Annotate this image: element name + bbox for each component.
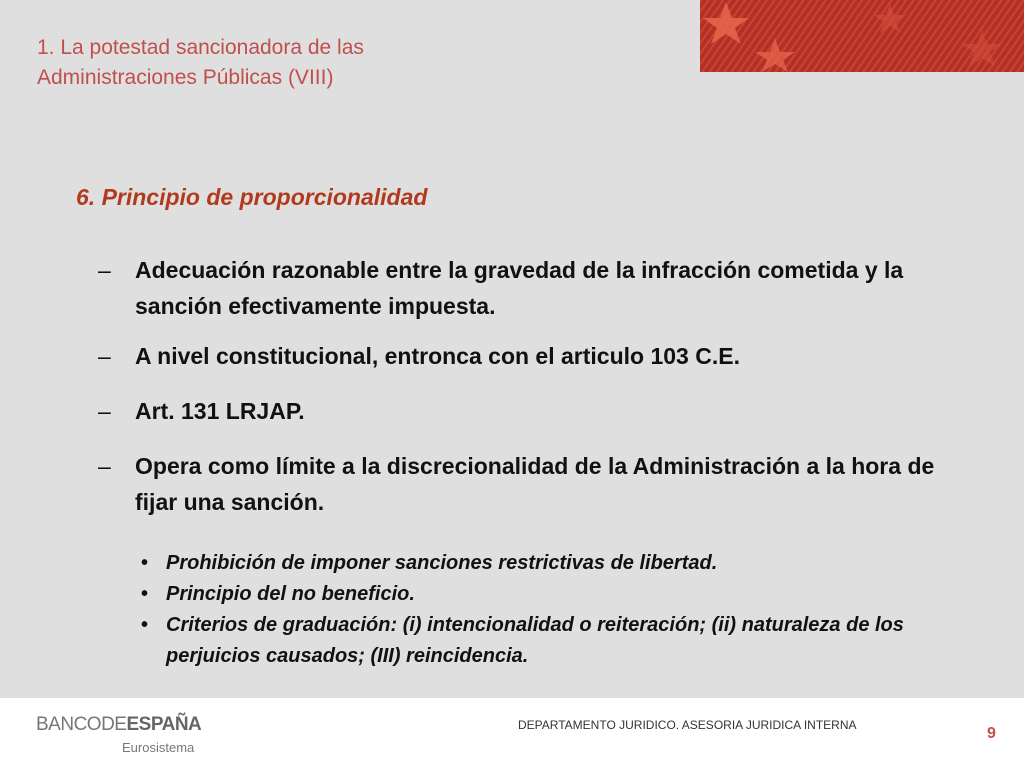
dash-marker: – [98, 257, 111, 283]
bullet-marker: • [141, 614, 149, 636]
list-item [98, 393, 978, 429]
slide-title-line-1: 1. La potestad sancionadora de las [37, 36, 364, 59]
sub-list-item [141, 610, 921, 672]
sub-list-item-text: Prohibición de imponer sanciones restrictivas de libertad. [166, 552, 718, 574]
logo-subtitle: Eurosistema [122, 740, 195, 755]
sub-list-item [141, 548, 921, 579]
dash-marker: – [98, 453, 111, 479]
logo-espana: ESPAÑA [126, 714, 202, 735]
slide-title [37, 33, 637, 93]
list-item-text: Opera como límite a la discrecionalidad de la Administración a la hora de fijar una sanción. [135, 453, 935, 515]
list-item-text: Adecuación razonable entre la gravedad de la infracción cometida y la sanción efectivamente impuesta. [135, 257, 904, 319]
dash-list [98, 252, 978, 520]
slide-title-line-2: Administraciones Públicas (VIII) [37, 66, 334, 89]
list-item-text: A nivel constitucional, entronca con el articulo 103 C.E. [135, 343, 740, 369]
footer [0, 698, 1024, 768]
decorative-banner [700, 0, 1024, 72]
banner-stars-image [700, 0, 1024, 72]
dash-marker: – [98, 343, 111, 369]
list-item [98, 338, 978, 374]
banco-de-espana-logo [36, 714, 201, 755]
dash-marker: – [98, 398, 111, 424]
section-subheading: 6. Principio de proporcionalidad [76, 184, 428, 210]
department-label: DEPARTAMENTO JURIDICO. ASESORIA JURIDICA INTERNA [518, 718, 857, 732]
sub-list-item-text: Criterios de graduación: (i) intencionalidad o reiteración; (ii) naturaleza de los perjuicios causados; (III) reincidencia. [166, 614, 904, 667]
logo-banco: BANCO [36, 714, 102, 735]
sub-list-item [141, 579, 921, 610]
bullet-marker: • [141, 552, 149, 574]
sub-list-item-text: Principio del no beneficio. [166, 583, 415, 605]
page-number: 9 [987, 725, 996, 742]
list-item [98, 448, 978, 520]
list-item-text: Art. 131 LRJAP. [135, 398, 305, 424]
logo-wordmark [36, 714, 201, 736]
list-item [98, 252, 978, 324]
bullet-marker: • [141, 583, 149, 605]
logo-de: DE [101, 714, 127, 735]
sub-bullet-list [141, 548, 921, 672]
